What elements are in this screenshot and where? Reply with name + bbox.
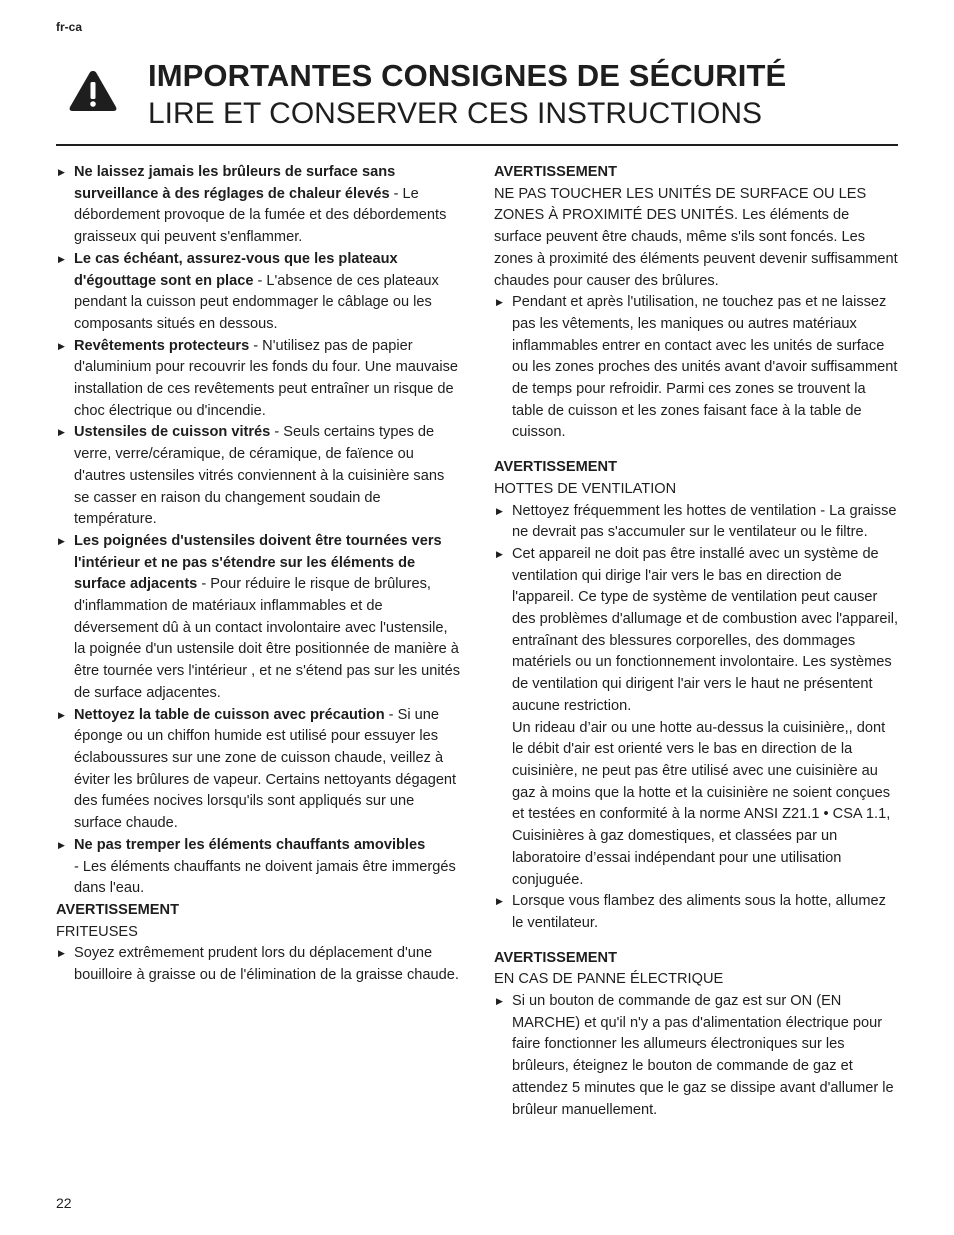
- bullet-arrow-icon: ▶: [58, 535, 65, 546]
- list-item-continuation: Un rideau d’air ou une hotte au-dessus la cuisinière,, dont le débit d'air est orienté vers le bas en direction de la cuisinière, ne peut pas être utilisé avec une cuisinière au gaz à moins que la hotte et la cuisinière ne soient conçues et testées en conformité à la norme ANSI Z21.1 • CSA 1.1, Cuisinières à gaz domestiques, et classées par un laboratoire d’essai indépendant pour une utilisation conjuguée.: [512, 719, 891, 888]
- safety-list: [56, 162, 461, 900]
- warning-heading: AVERTISSEMENT: [494, 164, 617, 180]
- list-item: ▶ Le cas échéant, assurez-vous que les plateaux d'égouttage sont en place - L'absence de ces plateaux pendant la cuisson peut endommager le câblage ou les composants situés en dessous.: [58, 250, 439, 332]
- page-header: [56, 56, 898, 146]
- list-item: ▶ Ustensiles de cuisson vitrés - Seuls certains types de verre, verre/céramique, de céramique, de faïence ou d'autres ustensiles vitrés conviennent à la cuisinière sans se casser en raison du changement soudain de température.: [58, 424, 445, 528]
- list-item: ▶ Nettoyez fréquemment les hottes de ventilation - La graisse ne devrait pas s'accumuler sur le ventilateur ou le filtre.: [496, 502, 897, 541]
- bullet-arrow-icon: ▶: [58, 253, 65, 264]
- list-item: ▶ Soyez extrêmement prudent lors du déplacement d'une bouilloire à graisse ou de l'élimination de la graisse chaude.: [58, 945, 459, 984]
- warning-subheading: HOTTES DE VENTILATION: [494, 480, 677, 497]
- left-column: [56, 162, 461, 987]
- bullet-arrow-icon: ▶: [496, 996, 503, 1007]
- warning-heading: AVERTISSEMENT: [494, 949, 617, 966]
- warning-heading: AVERTISSEMENT: [56, 901, 179, 918]
- warning-subheading: FRITEUSES: [56, 923, 138, 940]
- hoods-warning: [494, 457, 900, 934]
- list-item: ▶ Ne pas tremper les éléments chauffants amovibles - Les éléments chauffants ne doivent jamais être immergés dans l'eau.: [58, 836, 456, 897]
- list-item: ▶ Cet appareil ne doit pas être installé avec un système de ventilation qui dirige l'air vers le bas en direction de l'appareil. Ce type de système de ventilation peut causer des problèmes d'allumage et de combustion avec l'appareil, entraînant des blessures corporelles, des dommages matériels ou un fonctionnement involontaire. Les systèmes de ventilation qui dirigent l'air vers le haut ne présentent aucune restriction. Un rideau d’air ou une hotte au-dessus la cuisinière,, dont le débit d'air est orienté vers le bas en direction de la cuisinière, ne peut pas être utilisé avec une cuisinière au gaz à moins que la hotte et la cuisinière ne soient conçues et testées en conformité à la norme ANSI Z21.1 • CSA 1.1, Cuisinières à gaz domestiques, et classées par un laboratoire d’essai indépendant pour une utilisation conjuguée.: [496, 545, 899, 888]
- warning-subheading: EN CAS DE PANNE ÉLECTRIQUE: [494, 971, 724, 988]
- list-item: ▶ Lorsque vous flambez des aliments sous la hotte, allumez le ventilateur.: [496, 893, 886, 931]
- list-item: ▶ Nettoyez la table de cuisson avec précaution - Si une éponge ou un chiffon humide est utilisé pour essuyer les éclaboussures sur une zone de cuisson chaude, veillez à éviter les brûlures de vapeur. Certains nettoyants dégagent des fumées nocives lorsqu'ils sont appliqués sur une surface chaude.: [58, 706, 457, 832]
- surface-warning: [494, 162, 900, 444]
- page-subtitle: LIRE ET CONSERVER CES INSTRUCTIONS: [148, 97, 763, 130]
- bullet-arrow-icon: ▶: [496, 896, 503, 907]
- surface-list: [494, 292, 900, 444]
- warning-intro: NE PAS TOUCHER LES UNITÉS DE SURFACE OU LES ZONES À PROXIMITÉ DES UNITÉS. Les éléments de surface peuvent être chauds, même s'ils sont foncés. Les zones à proximité des éléments peuvent devenir suffisamment chaudes pour causer des brûlures.: [494, 185, 898, 289]
- language-code: fr-ca: [56, 20, 83, 34]
- bullet-arrow-icon: ▶: [496, 505, 503, 516]
- warning-triangle-icon: [68, 69, 118, 113]
- bullet-arrow-icon: ▶: [58, 709, 65, 720]
- bullet-arrow-icon: ▶: [58, 948, 65, 959]
- hoods-list: [494, 501, 900, 935]
- page-number: 22: [56, 1195, 72, 1211]
- list-item: ▶ Les poignées d'ustensiles doivent être tournées vers l'intérieur et ne pas s'étendre sur les éléments de surface adjacents - Pour réduire le risque de brûlures, d'inflammation de matériaux inflammables et de déversement dû à un contact involontaire avec l'ustensile, la poignée d'un ustensile doit être positionnée de manière à être tournée vers l'intérieur , et ne s'étend pas sur les unités de surface adjacentes.: [58, 532, 461, 701]
- list-item: ▶ Revêtements protecteurs - N'utilisez pas de papier d'aluminium pour recouvrir les fonds du four. Une mauvaise installation de ces revêtements peut entraîner un risque de choc électrique ou d'incendie.: [58, 337, 459, 419]
- bullet-arrow-icon: ▶: [58, 167, 65, 177]
- list-item: ▶ Ne laissez jamais les brûleurs de surface sans surveillance à des réglages de chaleur élevés - Le débordement provoque de la fumée et des débordements graisseux qui peuvent s'enflammer.: [58, 164, 447, 246]
- fryer-list: [56, 943, 461, 986]
- page-title: IMPORTANTES CONSIGNES DE SÉCURITÉ: [148, 58, 787, 93]
- list-item: ▶ Pendant et après l'utilisation, ne touchez pas et ne laissez pas les vêtements, les maniques ou autres matériaux inflammables entrer en contact avec les unités de surface ou les zones proches des unités avant d'avoir suffisamment de temps pour refroidir. Parmi ces zones se trouvent la table de cuisson et les zones faisant face à la table de cuisson.: [496, 294, 898, 441]
- bullet-arrow-icon: ▶: [496, 548, 503, 559]
- right-column: [494, 162, 900, 1121]
- warning-heading: AVERTISSEMENT: [494, 459, 617, 476]
- bullet-arrow-icon: ▶: [58, 427, 65, 438]
- bullet-arrow-icon: ▶: [496, 297, 503, 308]
- fryer-warning: [56, 900, 461, 987]
- power-warning: [494, 948, 900, 1122]
- bullet-arrow-icon: ▶: [58, 340, 65, 351]
- list-item: ▶ Si un bouton de commande de gaz est sur ON (EN MARCHE) et qu'il n'y a pas d'alimentation électrique pour faire fonctionner les allumeurs électroniques sur les brûleurs, éteignez le bouton de commande de gaz et attendez 5 minutes que le gaz se dissipe avant d'allumer le brûleur manuellement.: [496, 993, 894, 1118]
- bullet-arrow-icon: ▶: [58, 839, 65, 850]
- power-list: [494, 991, 900, 1121]
